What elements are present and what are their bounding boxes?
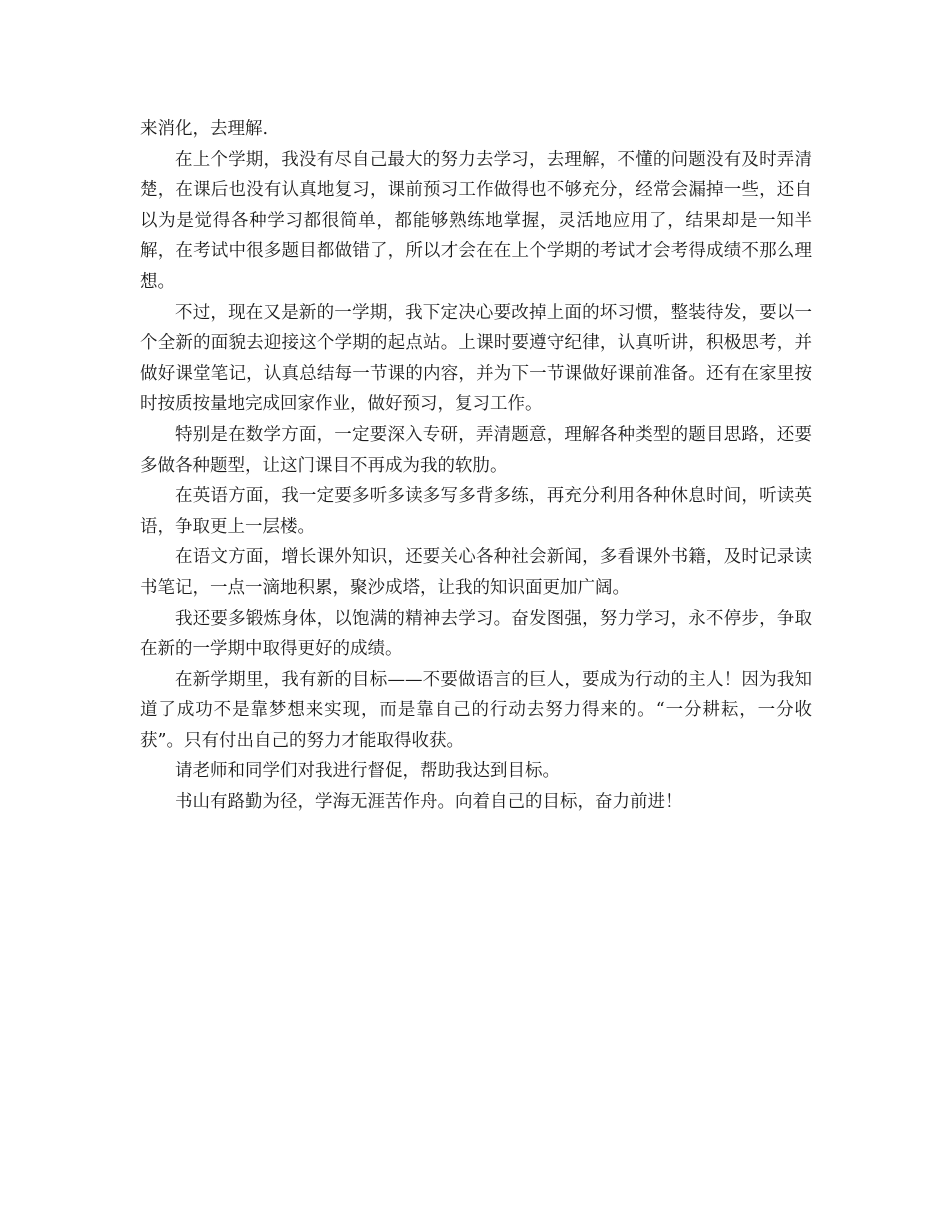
paragraph-math: 特别是在数学方面，一定要深入专研，弄清题意，理解各种类型的题目思路，还要多做各种题型，让这门课目不再成为我的软肋。 [140,424,812,476]
paragraph-last-semester: 在上个学期，我没有尽自己最大的努力去学习，去理解，不懂的问题没有及时弄清楚，在课后也没有认真地复习，课前预习工作做得也不够充分，经常会漏掉一些，还自以为是觉得各种学习都很简单，都能够熟练地掌握，灵活地应用了，结果却是一知半解，在考试中很多题目都做错了，所以才会在在上个学期的考试才会考得成绩不那么理想。 [140,149,812,292]
document-body [140,114,812,818]
paragraph-request: 请老师和同学们对我进行督促，帮助我达到目标。 [175,761,560,782]
paragraph-chinese: 在语文方面，增长课外知识，还要关心各种社会新闻，多看课外书籍，及时记录读书笔记，一点一滴地积累，聚沙成塔，让我的知识面更加广阔。 [140,547,812,598]
paragraph-exercise: 我还要多锻炼身体，以饱满的精神去学习。奋发图强，努力学习，永不停步，争取在新的一学期中取得更好的成绩。 [140,608,812,660]
paragraph-english: 在英语方面，我一定要多听多读多写多背多练，再充分利用各种休息时间，听读英语，争取更上一层楼。 [140,486,812,537]
paragraph-new-goal: 在新学期里，我有新的目标——不要做语言的巨人，要成为行动的主人！因为我知道了成功不是靠梦想来实现，而是靠自己的行动去努力得来的。“一分耕耘，一分收获”。只有付出自己的努力才能取得收获。 [140,669,812,751]
paragraph-continuation: 来消化，去理解. [140,119,269,139]
paragraph-new-semester-resolve: 不过，现在又是新的一学期，我下定决心要改掉上面的坏习惯，整装待发，要以一个全新的面貌去迎接这个学期的起点站。上课时要遵守纪律，认真听讲，积极思考，并做好课堂笔记，认真总结每一节课的内容，并为下一节课做好课前准备。还有在家里按时按质按量地完成回家作业，做好预习，复习工作。 [140,302,812,415]
paragraph-closing: 书山有路勤为径，学海无涯苦作舟。向着自己的目标，奋力前进！ [175,792,683,813]
